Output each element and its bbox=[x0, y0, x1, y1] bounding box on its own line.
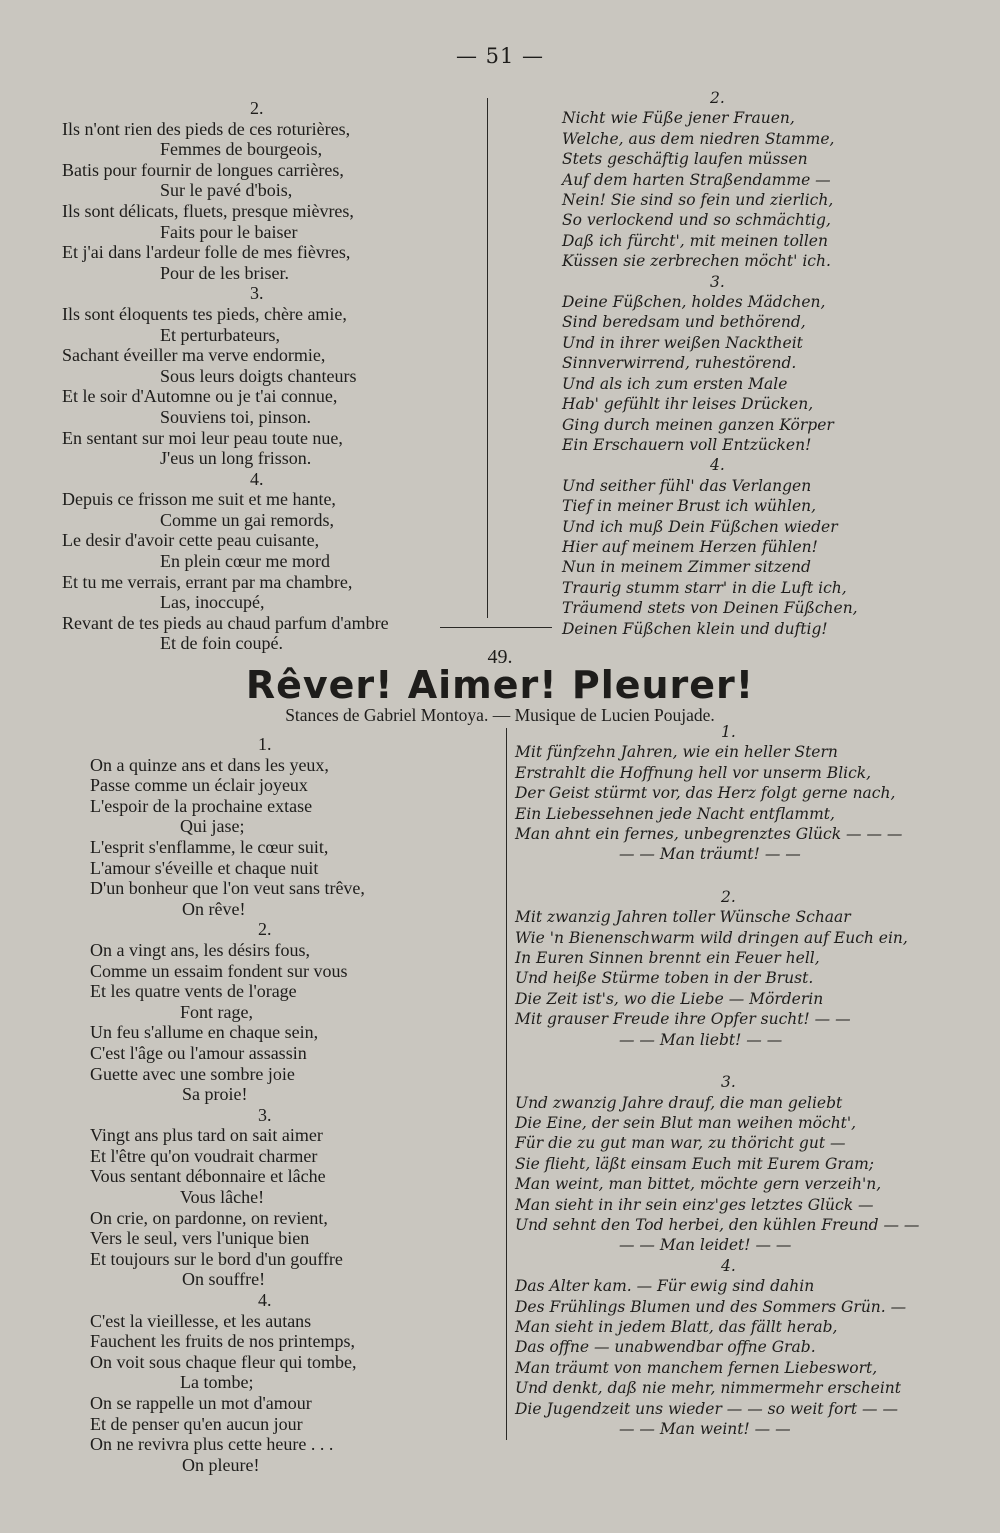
verse-line: Hab' gefühlt ihr leises Drücken, bbox=[562, 395, 814, 414]
verse-line: Ein Erschauern voll Entzücken! bbox=[562, 435, 812, 454]
verse-line: Träumend stets von Deinen Füßchen, bbox=[562, 599, 858, 618]
verse-line: On ne revivra plus cette heure . . . bbox=[90, 1434, 334, 1455]
verse-line: Mit fünfzehn Jahren, wie ein heller Stern bbox=[515, 743, 838, 762]
verse-line: Comme un essaim fondent sur vous bbox=[90, 960, 348, 981]
verse-line: Passe comme un éclair joyeux bbox=[90, 775, 308, 796]
verse-line: D'un bonheur que l'on veut sans trêve, bbox=[90, 878, 365, 899]
verse-line: Deinen Füßchen klein und duftig! bbox=[562, 619, 828, 638]
verse-line: Stets geschäftig laufen müssen bbox=[562, 150, 808, 169]
verse-line: Hier auf meinem Herzen fühlen! bbox=[562, 537, 818, 556]
verse-line: Man ahnt ein fernes, unbegrenztes Glück — — — bbox=[515, 825, 903, 844]
verse-line: Welche, aus dem niedren Stamme, bbox=[562, 129, 835, 148]
verse-line: Daß ich fürcht', mit meinen tollen bbox=[562, 231, 828, 250]
verse-line: On se rappelle un mot d'amour bbox=[90, 1393, 312, 1413]
verse-line: Faits pour le baiser bbox=[160, 221, 298, 242]
verse-line: Die Eine, der sein Blut man weihen möcht', bbox=[515, 1113, 857, 1132]
verse-line: Et de foin coupé. bbox=[160, 633, 283, 654]
verse-line: Vous sentant débonnaire et lâche bbox=[90, 1166, 326, 1187]
verse-line: Un feu s'allume en chaque sein, bbox=[90, 1022, 319, 1043]
verse-line: C'est la vieillesse, et les autans bbox=[90, 1310, 312, 1331]
verse-line: Et perturbateurs, bbox=[160, 324, 280, 345]
stanza-number: 1. bbox=[258, 734, 272, 754]
verse-line: Et j'ai dans l'ardeur folle de mes fièvres, bbox=[62, 242, 351, 263]
verse-line: On souffre! bbox=[182, 1269, 266, 1290]
verse-line: So verlockend und so schmächtig, bbox=[562, 211, 831, 230]
song-french-column bbox=[90, 734, 500, 1475]
verse-line: — — Man träumt! — — bbox=[619, 845, 801, 864]
verse-line: Wie 'n Bienenschwarm wild dringen auf Euch ein, bbox=[515, 928, 908, 947]
verse-line: Küssen sie zerbrechen möcht' ich. bbox=[562, 252, 831, 271]
verse-line: Nein! Sie sind so fein und zierlich, bbox=[562, 191, 834, 210]
verse-line: Ils sont délicats, fluets, presque mièvres, bbox=[62, 200, 354, 221]
verse-line: Ils sont éloquents tes pieds, chère amie, bbox=[62, 303, 347, 324]
stanza-number: 2. bbox=[250, 98, 264, 118]
verse-line: — — Man leidet! — — bbox=[619, 1236, 792, 1255]
verse-line: Nicht wie Füße jener Frauen, bbox=[562, 109, 795, 128]
verse-line: Das Alter kam. — Für ewig sind dahin bbox=[515, 1277, 815, 1296]
verse-line: Auf dem harten Straßendamme — bbox=[562, 170, 831, 189]
song-number: 49. bbox=[487, 646, 513, 668]
verse-line: L'espoir de la prochaine extase bbox=[90, 795, 313, 816]
verse-line: J'eus un long frisson. bbox=[160, 448, 312, 469]
verse-line: Le desir d'avoir cette peau cuisante, bbox=[62, 530, 320, 551]
verse-line: Und heiße Stürme toben in der Brust. bbox=[515, 969, 814, 988]
verse-line: On rêve! bbox=[182, 898, 246, 919]
verse-line: — — Man weint! — — bbox=[619, 1420, 791, 1438]
page-number: — 51 — bbox=[455, 44, 545, 68]
verse-line: Ging durch meinen ganzen Körper bbox=[562, 415, 834, 434]
verse-line: C'est l'âge ou l'amour assassin bbox=[90, 1042, 307, 1063]
verse-line: Und sehnt den Tod herbei, den kühlen Freund — — bbox=[515, 1215, 920, 1234]
verse-line: Fauchent les fruits de nos printemps, bbox=[90, 1331, 355, 1352]
verse-line: Erstrahlt die Hoffnung hell vor unserm Blick, bbox=[515, 763, 872, 782]
verse-line: Las, inoccupé, bbox=[160, 592, 265, 613]
verse-line: Man weint, man bittet, möchte gern verzeih'n, bbox=[515, 1175, 882, 1194]
verse-line: Revant de tes pieds au chaud parfum d'ambre bbox=[62, 612, 389, 633]
verse-line: Sinnverwirrend, ruhestörend. bbox=[562, 354, 797, 373]
verse-line: Ein Liebessehnen jede Nacht entflammt, bbox=[515, 804, 835, 823]
song-title: Rêver! Aimer! Pleurer! bbox=[245, 663, 755, 707]
verse-line: Sachant éveiller ma verve endormie, bbox=[62, 345, 326, 366]
verse-line: Comme un gai remords, bbox=[160, 509, 334, 530]
verse-line: Deine Füßchen, holdes Mädchen, bbox=[562, 293, 826, 312]
verse-line: Qui jase; bbox=[180, 816, 245, 837]
verse-line: L'amour s'éveille et chaque nuit bbox=[90, 857, 319, 878]
verse-line: Die Zeit ist's, wo die Liebe — Mörderin bbox=[515, 989, 824, 1008]
verse-line: Et toujours sur le bord d'un gouffre bbox=[90, 1248, 343, 1269]
section-divider bbox=[440, 627, 552, 628]
stanza-number: 1. bbox=[721, 723, 736, 741]
verse-line: Et les quatre vents de l'orage bbox=[90, 981, 297, 1002]
verse-line: On pleure! bbox=[182, 1454, 260, 1475]
verse-line: Femmes de bourgeois, bbox=[160, 139, 323, 160]
verse-line: Font rage, bbox=[180, 1001, 253, 1022]
stanza-number: 2. bbox=[721, 887, 736, 906]
verse-line: Und zwanzig Jahre drauf, die man geliebt bbox=[515, 1093, 843, 1112]
verse-line: On a vingt ans, les désirs fous, bbox=[90, 939, 310, 960]
verse-line: Und ich muß Dein Füßchen wieder bbox=[562, 517, 838, 536]
verse-line: Vingt ans plus tard on sait aimer bbox=[90, 1125, 323, 1146]
verse-line: En plein cœur me mord bbox=[160, 551, 330, 572]
stanza-number: 2. bbox=[258, 919, 272, 940]
verse-line: La tombe; bbox=[180, 1372, 254, 1393]
stanza-number: 3. bbox=[258, 1104, 272, 1125]
verse-line: Et l'être qu'on voudrait charmer bbox=[90, 1145, 318, 1166]
verse-line: Des Frühlings Blumen und des Sommers Grün. — bbox=[515, 1297, 907, 1316]
verse-line: Batis pour fournir de longues carrières, bbox=[62, 159, 344, 180]
verse-line: En sentant sur moi leur peau toute nue, bbox=[62, 427, 343, 448]
stanza-number: 3. bbox=[710, 272, 725, 291]
top-french-column bbox=[62, 98, 482, 654]
verse-line: Mit zwanzig Jahren toller Wünsche Schaar bbox=[515, 908, 851, 927]
verse-line: Und als ich zum ersten Male bbox=[562, 374, 788, 393]
verse-line: Sous leurs doigts chanteurs bbox=[160, 365, 357, 386]
top-german-column bbox=[562, 88, 972, 639]
stanza-number: 4. bbox=[258, 1290, 272, 1311]
verse-line: Und in ihrer weißen Nacktheit bbox=[562, 333, 803, 352]
verse-line: Et de penser qu'en aucun jour bbox=[90, 1413, 303, 1434]
verse-line: Ils n'ont rien des pieds de ces roturières, bbox=[62, 118, 351, 139]
verse-line: Vous lâche! bbox=[180, 1187, 265, 1208]
verse-line: Man träumt von manchem fernen Liebeswort, bbox=[515, 1358, 878, 1377]
verse-line: Nun in meinem Zimmer sitzend bbox=[562, 558, 811, 577]
verse-line: In Euren Sinnen brennt ein Feuer hell, bbox=[515, 949, 820, 968]
verse-line: Tief in meiner Brust ich wühlen, bbox=[562, 497, 817, 516]
verse-line: Mit grauser Freude ihre Opfer sucht! — — bbox=[515, 1010, 851, 1029]
verse-line: Man sieht in ihr sein einz'ges letztes Glück — bbox=[515, 1195, 874, 1214]
verse-line: On voit sous chaque fleur qui tombe, bbox=[90, 1351, 357, 1372]
verse-line: Souviens toi, pinson. bbox=[160, 406, 312, 427]
verse-line: L'esprit s'enflamme, le cœur suit, bbox=[90, 836, 329, 857]
verse-line: Das offne — unabwendbar offne Grab. bbox=[515, 1338, 816, 1357]
verse-line: Guette avec une sombre joie bbox=[90, 1063, 295, 1084]
verse-line: Sa proie! bbox=[182, 1084, 248, 1105]
verse-line: Der Geist stürmt vor, das Herz folgt gerne nach, bbox=[515, 784, 896, 803]
column-divider bbox=[487, 98, 488, 618]
verse-line: Et le soir d'Automne ou je t'ai connue, bbox=[62, 386, 338, 407]
verse-line: Sur le pavé d'bois, bbox=[160, 180, 293, 201]
song-credits: Stances de Gabriel Montoya. — Musique de Lucien Poujade. bbox=[285, 705, 715, 725]
verse-line: On crie, on pardonne, on revient, bbox=[90, 1207, 328, 1228]
verse-line: Depuis ce frisson me suit et me hante, bbox=[62, 489, 336, 510]
verse-line: Vers le seul, vers l'unique bien bbox=[90, 1228, 310, 1249]
stanza-number: 3. bbox=[721, 1073, 736, 1092]
stanza-number: 4. bbox=[250, 468, 264, 489]
stanza-number: 2. bbox=[710, 89, 725, 107]
stanza-number: 4. bbox=[721, 1256, 736, 1275]
verse-line: Sind beredsam und bethörend, bbox=[562, 313, 806, 332]
verse-line: Et tu me verrais, errant par ma chambre, bbox=[62, 571, 353, 592]
verse-line: Und seither fühl' das Verlangen bbox=[562, 476, 812, 495]
verse-line: Sie flieht, läßt einsam Euch mit Eurem Gram; bbox=[515, 1154, 875, 1173]
song-german-column bbox=[515, 722, 985, 1439]
verse-line: Für die zu gut man war, zu thöricht gut — bbox=[515, 1134, 846, 1153]
verse-line: Und denkt, daß nie mehr, nimmermehr erscheint bbox=[515, 1379, 901, 1398]
verse-line: Traurig stumm starr' in die Luft ich, bbox=[562, 578, 847, 597]
verse-line: Pour de les briser. bbox=[160, 262, 289, 283]
stanza-number: 3. bbox=[250, 283, 264, 304]
verse-line: Die Jugendzeit uns wieder — — so weit fort — — bbox=[515, 1399, 898, 1418]
song-column-divider bbox=[506, 728, 507, 1440]
verse-line: On a quinze ans et dans les yeux, bbox=[90, 754, 329, 775]
verse-line: Man sieht in jedem Blatt, das fällt herab, bbox=[515, 1317, 838, 1336]
stanza-number: 4. bbox=[710, 456, 725, 475]
verse-line: — — Man liebt! — — bbox=[619, 1030, 783, 1049]
